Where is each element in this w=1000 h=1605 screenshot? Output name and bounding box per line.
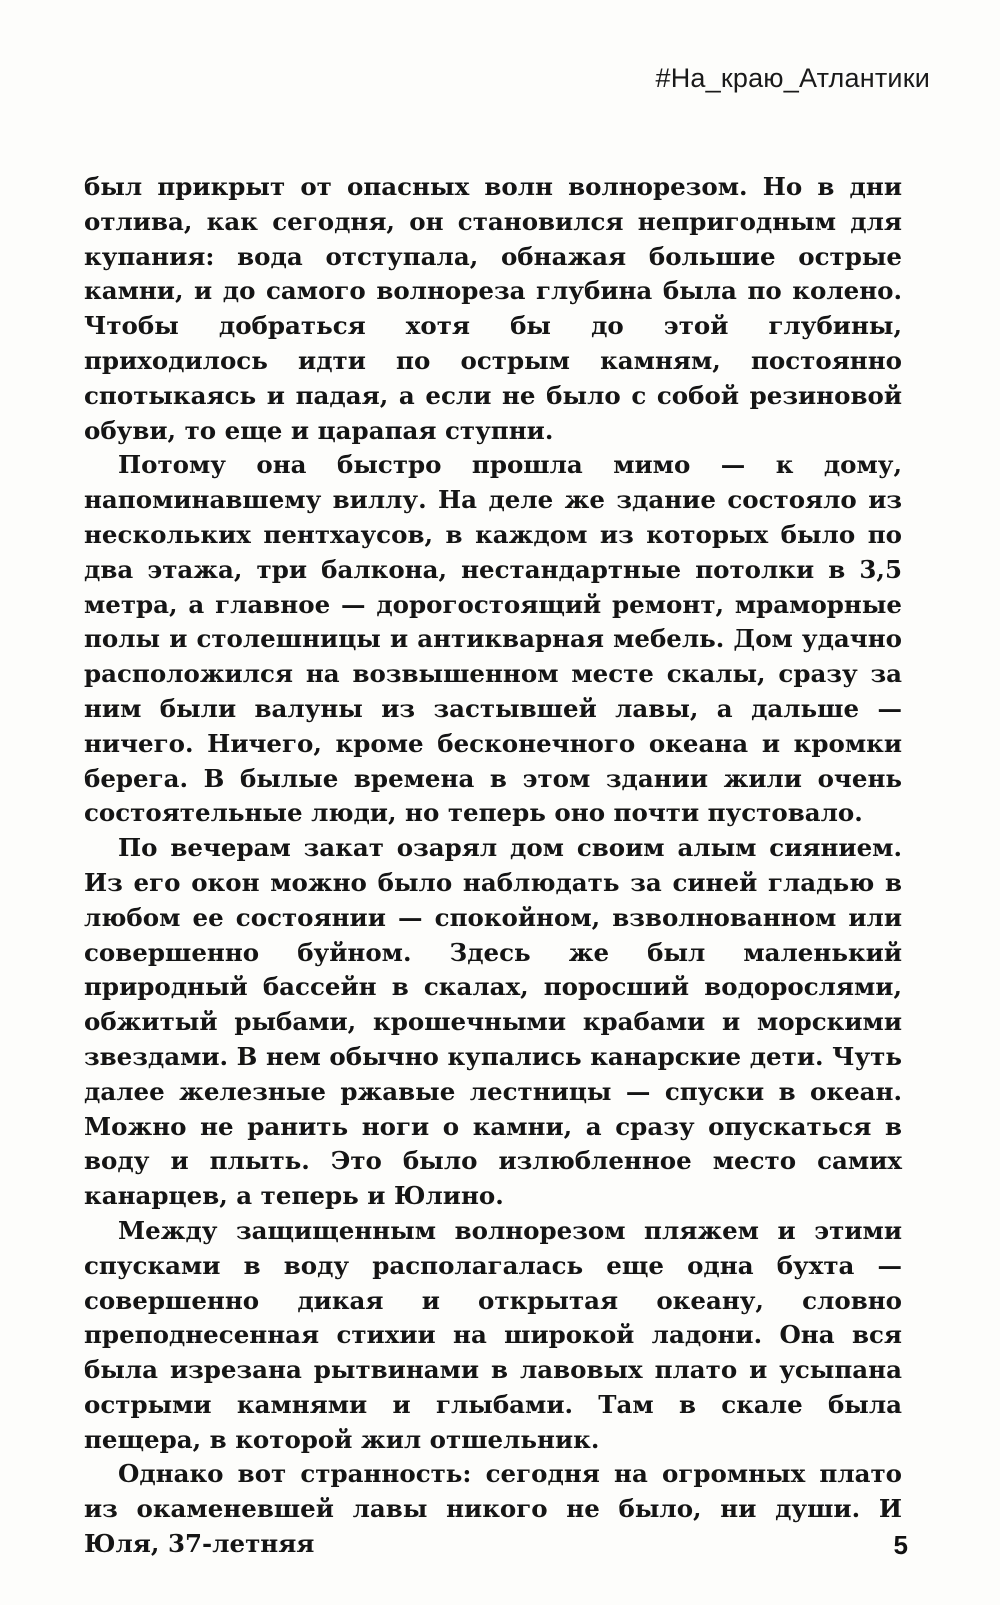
paragraph-4: Между защищенным волнорезом пляжем и этими спусками в воду располагалась еще одна бухта — совершенно дикая и открытая океану, словно преподнесенная стихии на широкой ладони. Она вся была изрезана рытвинами в лавовых плато и усыпана острыми камнями и глыбами. Там в скале была пещера, в которой жил отшельник. [84, 1215, 902, 1454]
page-number: 5 [893, 1530, 908, 1560]
paragraph-1: был прикрыт от опасных волн волнорезом. Но в дни отлива, как сегодня, он становился непригодным для купания: вода отступала, обнажая большие острые камни, и до самого волнореза глубина была по колено. Чтобы добраться хотя бы до этой глубины, приходилось идти по острым камням, постоянно спотыкаясь и падая, а если не было с собой резиновой обуви, то еще и царапая ступни. [84, 172, 902, 445]
paragraph-5: Однако вот странность: сегодня на огромных плато из окаменевшей лавы никого не было, ни души. И Юля, 37-летняя [84, 1459, 902, 1559]
paragraph-2: Потому она быстро прошла мимо — к дому, напоминавшему виллу. На деле же здание состояло из нескольких пентхаусов, в каждом из которых было по два этажа, три балкона, нестандартные потолки в 3,5 метра, а главное — дорогостоящий ремонт, мраморные полы и столешницы и антикварная мебель. Дом удачно расположился на возвышенном месте скалы, сразу за ним были валуны из застывшей лавы, а дальше — ничего. Ничего, кроме бесконечного океана и кромки берега. В былые времена в этом здании жили очень состоятельные люди, но теперь оно почти пустовало. [84, 450, 902, 828]
body-text [84, 170, 902, 1562]
running-header: #На_краю_Атлантики [655, 63, 930, 93]
paragraph-3: По вечерам закат озарял дом своим алым сиянием. Из его окон можно было наблюдать за синей гладью в любом ее состоянии — спокойном, взволнованном или совершенно буйном. Здесь же был маленький природный бассейн в скалах, поросший водорослями, обжитый рыбами, крошечными крабами и морскими звездами. В нем обычно купались канарские дети. Чуть далее железные ржавые лестницы — спуски в океан. Можно не ранить ноги о камни, а сразу опускаться в воду и плыть. Это было излюбленное место самих канарцев, а теперь и Юлино. [84, 833, 902, 1211]
